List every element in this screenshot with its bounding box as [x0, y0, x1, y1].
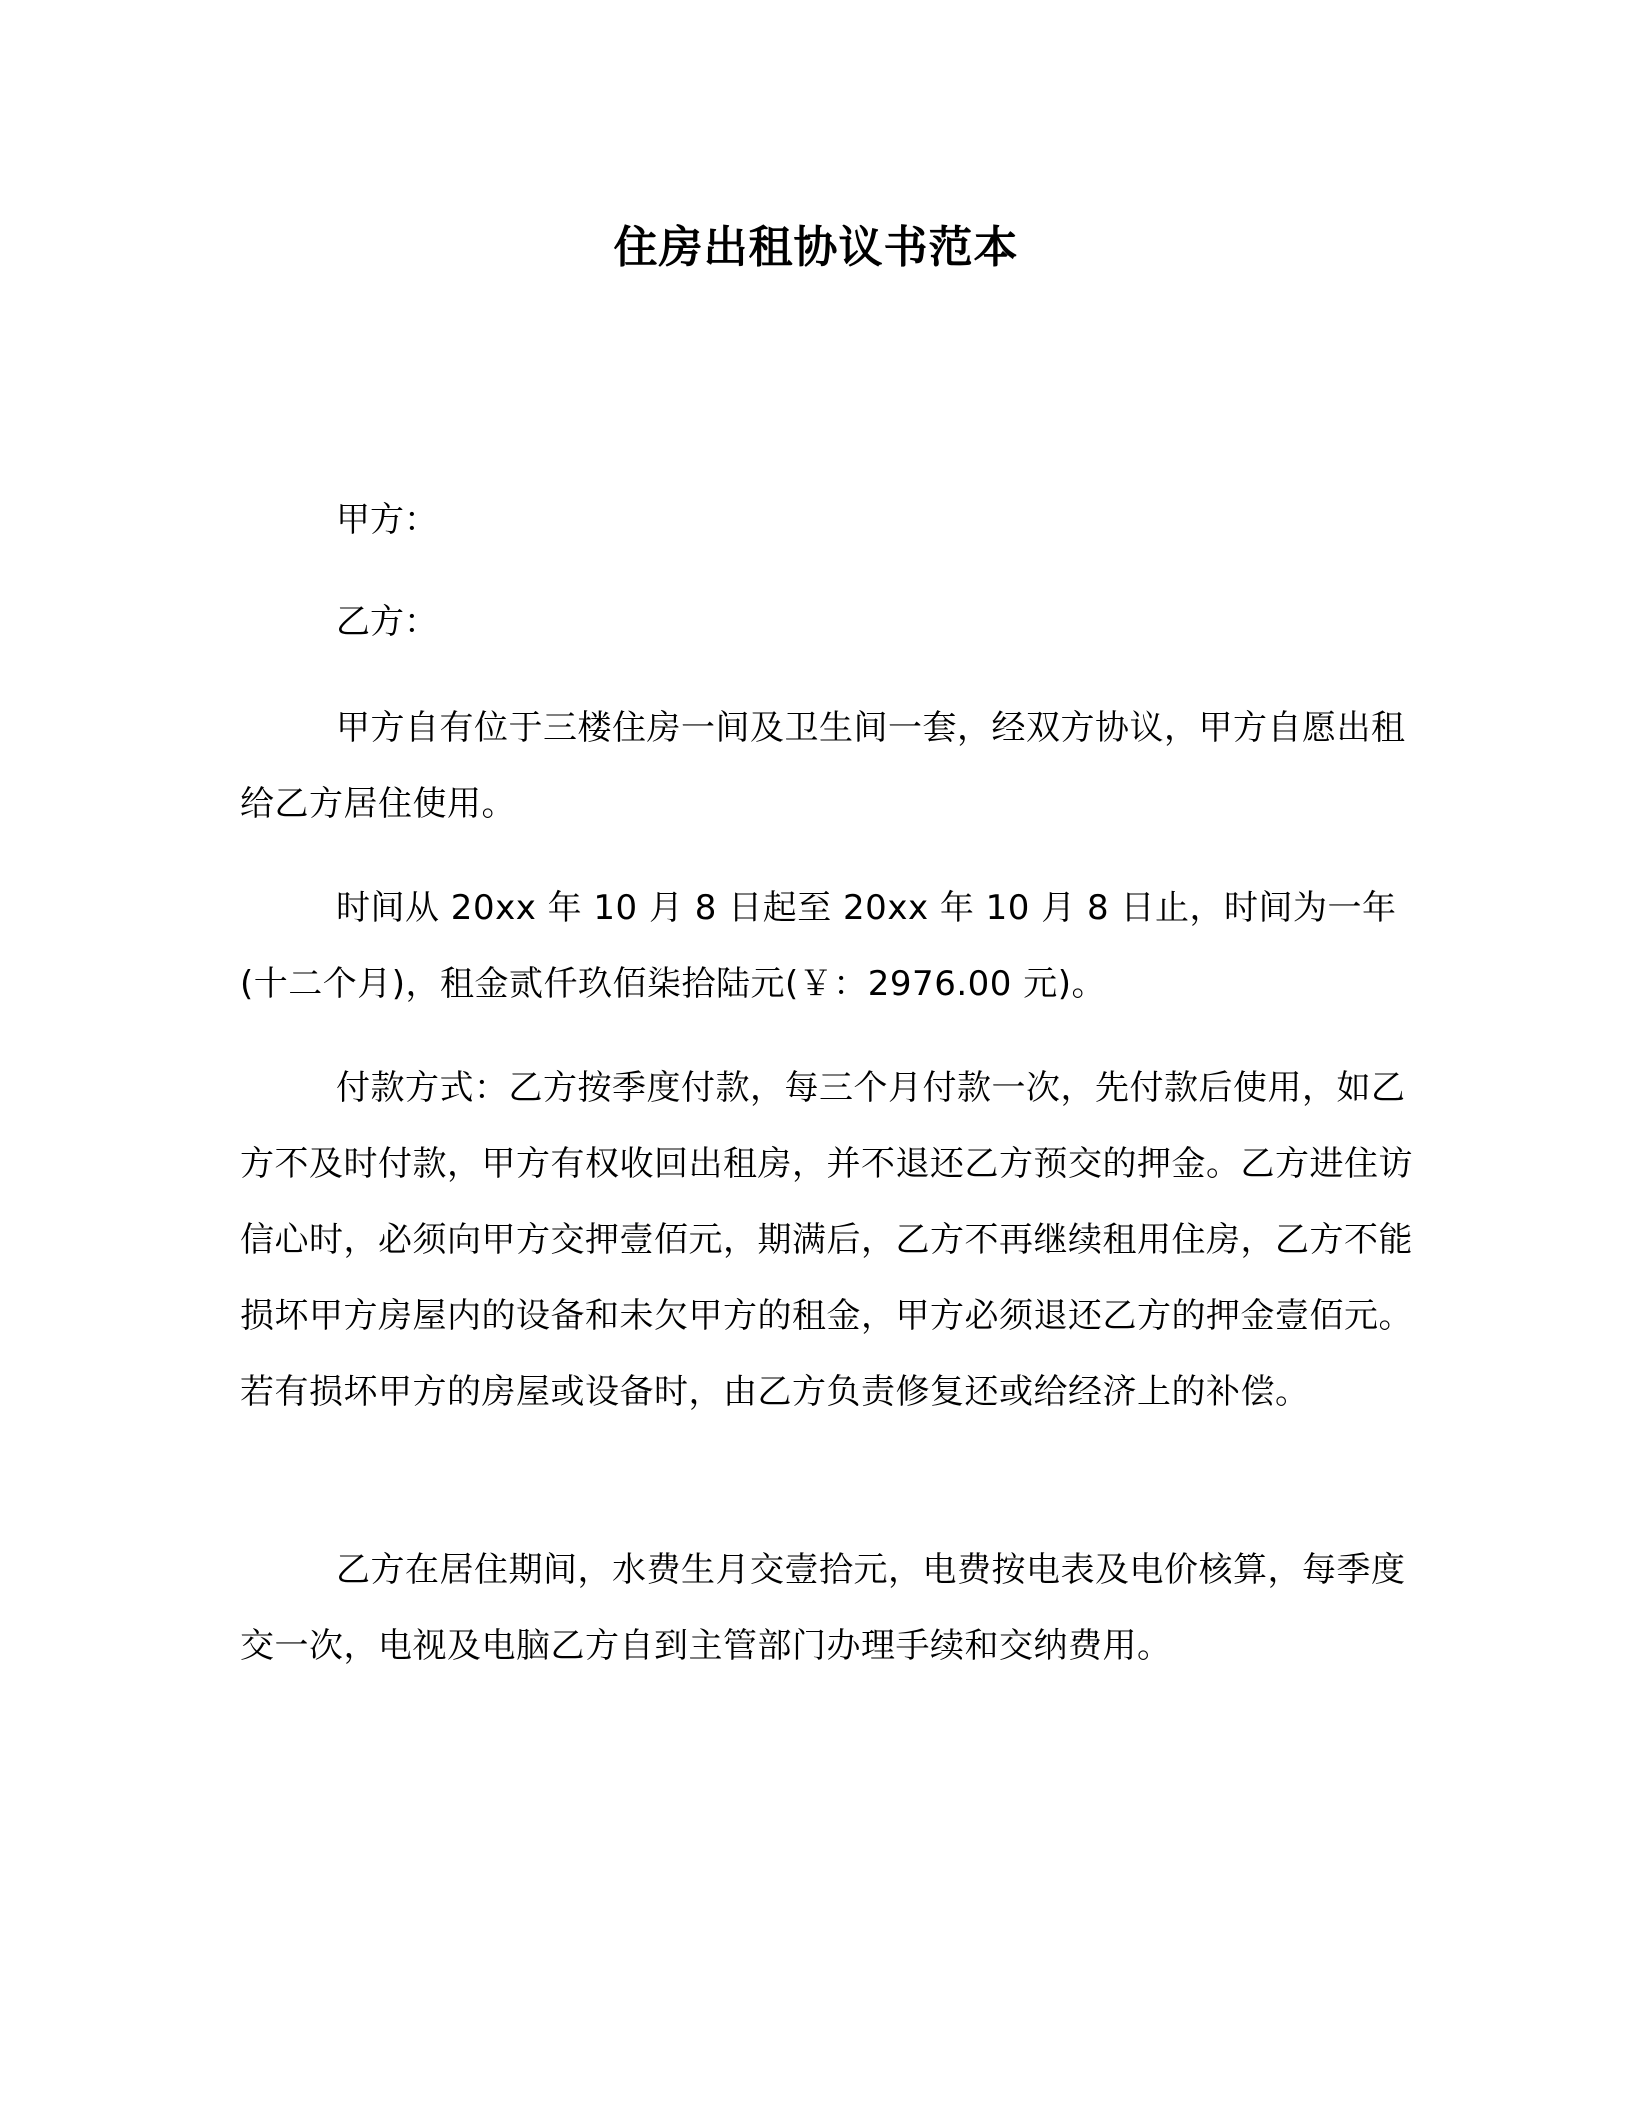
paragraph-3: 付款方式：乙方按季度付款，每三个月付款一次，先付款后使用，如乙方不及时付款，甲方有权收回出租房，并不退还乙方预交的押金。乙方进住访信心时，必须向甲方交押壹佰元，期满后，乙方不再继续租用住房，乙方不能损坏甲方房屋内的设备和未欠甲方的租金，甲方必须退还乙方的押金壹佰元。若有损坏甲方的房屋或设备时，由乙方负责修复还或给经济上的补偿。 [240, 1068, 1413, 1412]
document-title: 住房出租协议书范本 [613, 222, 1019, 273]
party-b-label: 乙方： [336, 602, 438, 642]
party-a-label: 甲方： [336, 500, 438, 540]
paragraph-1: 甲方自有位于三楼住房一间及卫生间一套，经双方协议，甲方自愿出租给乙方居住使用。 [240, 708, 1406, 824]
paragraph-4: 乙方在居住期间，水费生月交壹拾元，电费按电表及电价核算，每季度交一次，电视及电脑乙方自到主管部门办理手续和交纳费用。 [240, 1550, 1406, 1666]
paragraph-4-block [240, 1532, 1420, 1684]
paragraph-3-block [240, 1050, 1420, 1430]
paragraph-1-block [240, 690, 1420, 842]
paragraph-2: 时间从 20xx 年 10 月 8 日起至 20xx 年 10 月 8 日止，时间为一年(十二个月)，租金贰仟玖佰柒拾陆元(￥：2976.00 元)。 [240, 888, 1397, 1004]
paragraph-2-block [240, 870, 1420, 1022]
